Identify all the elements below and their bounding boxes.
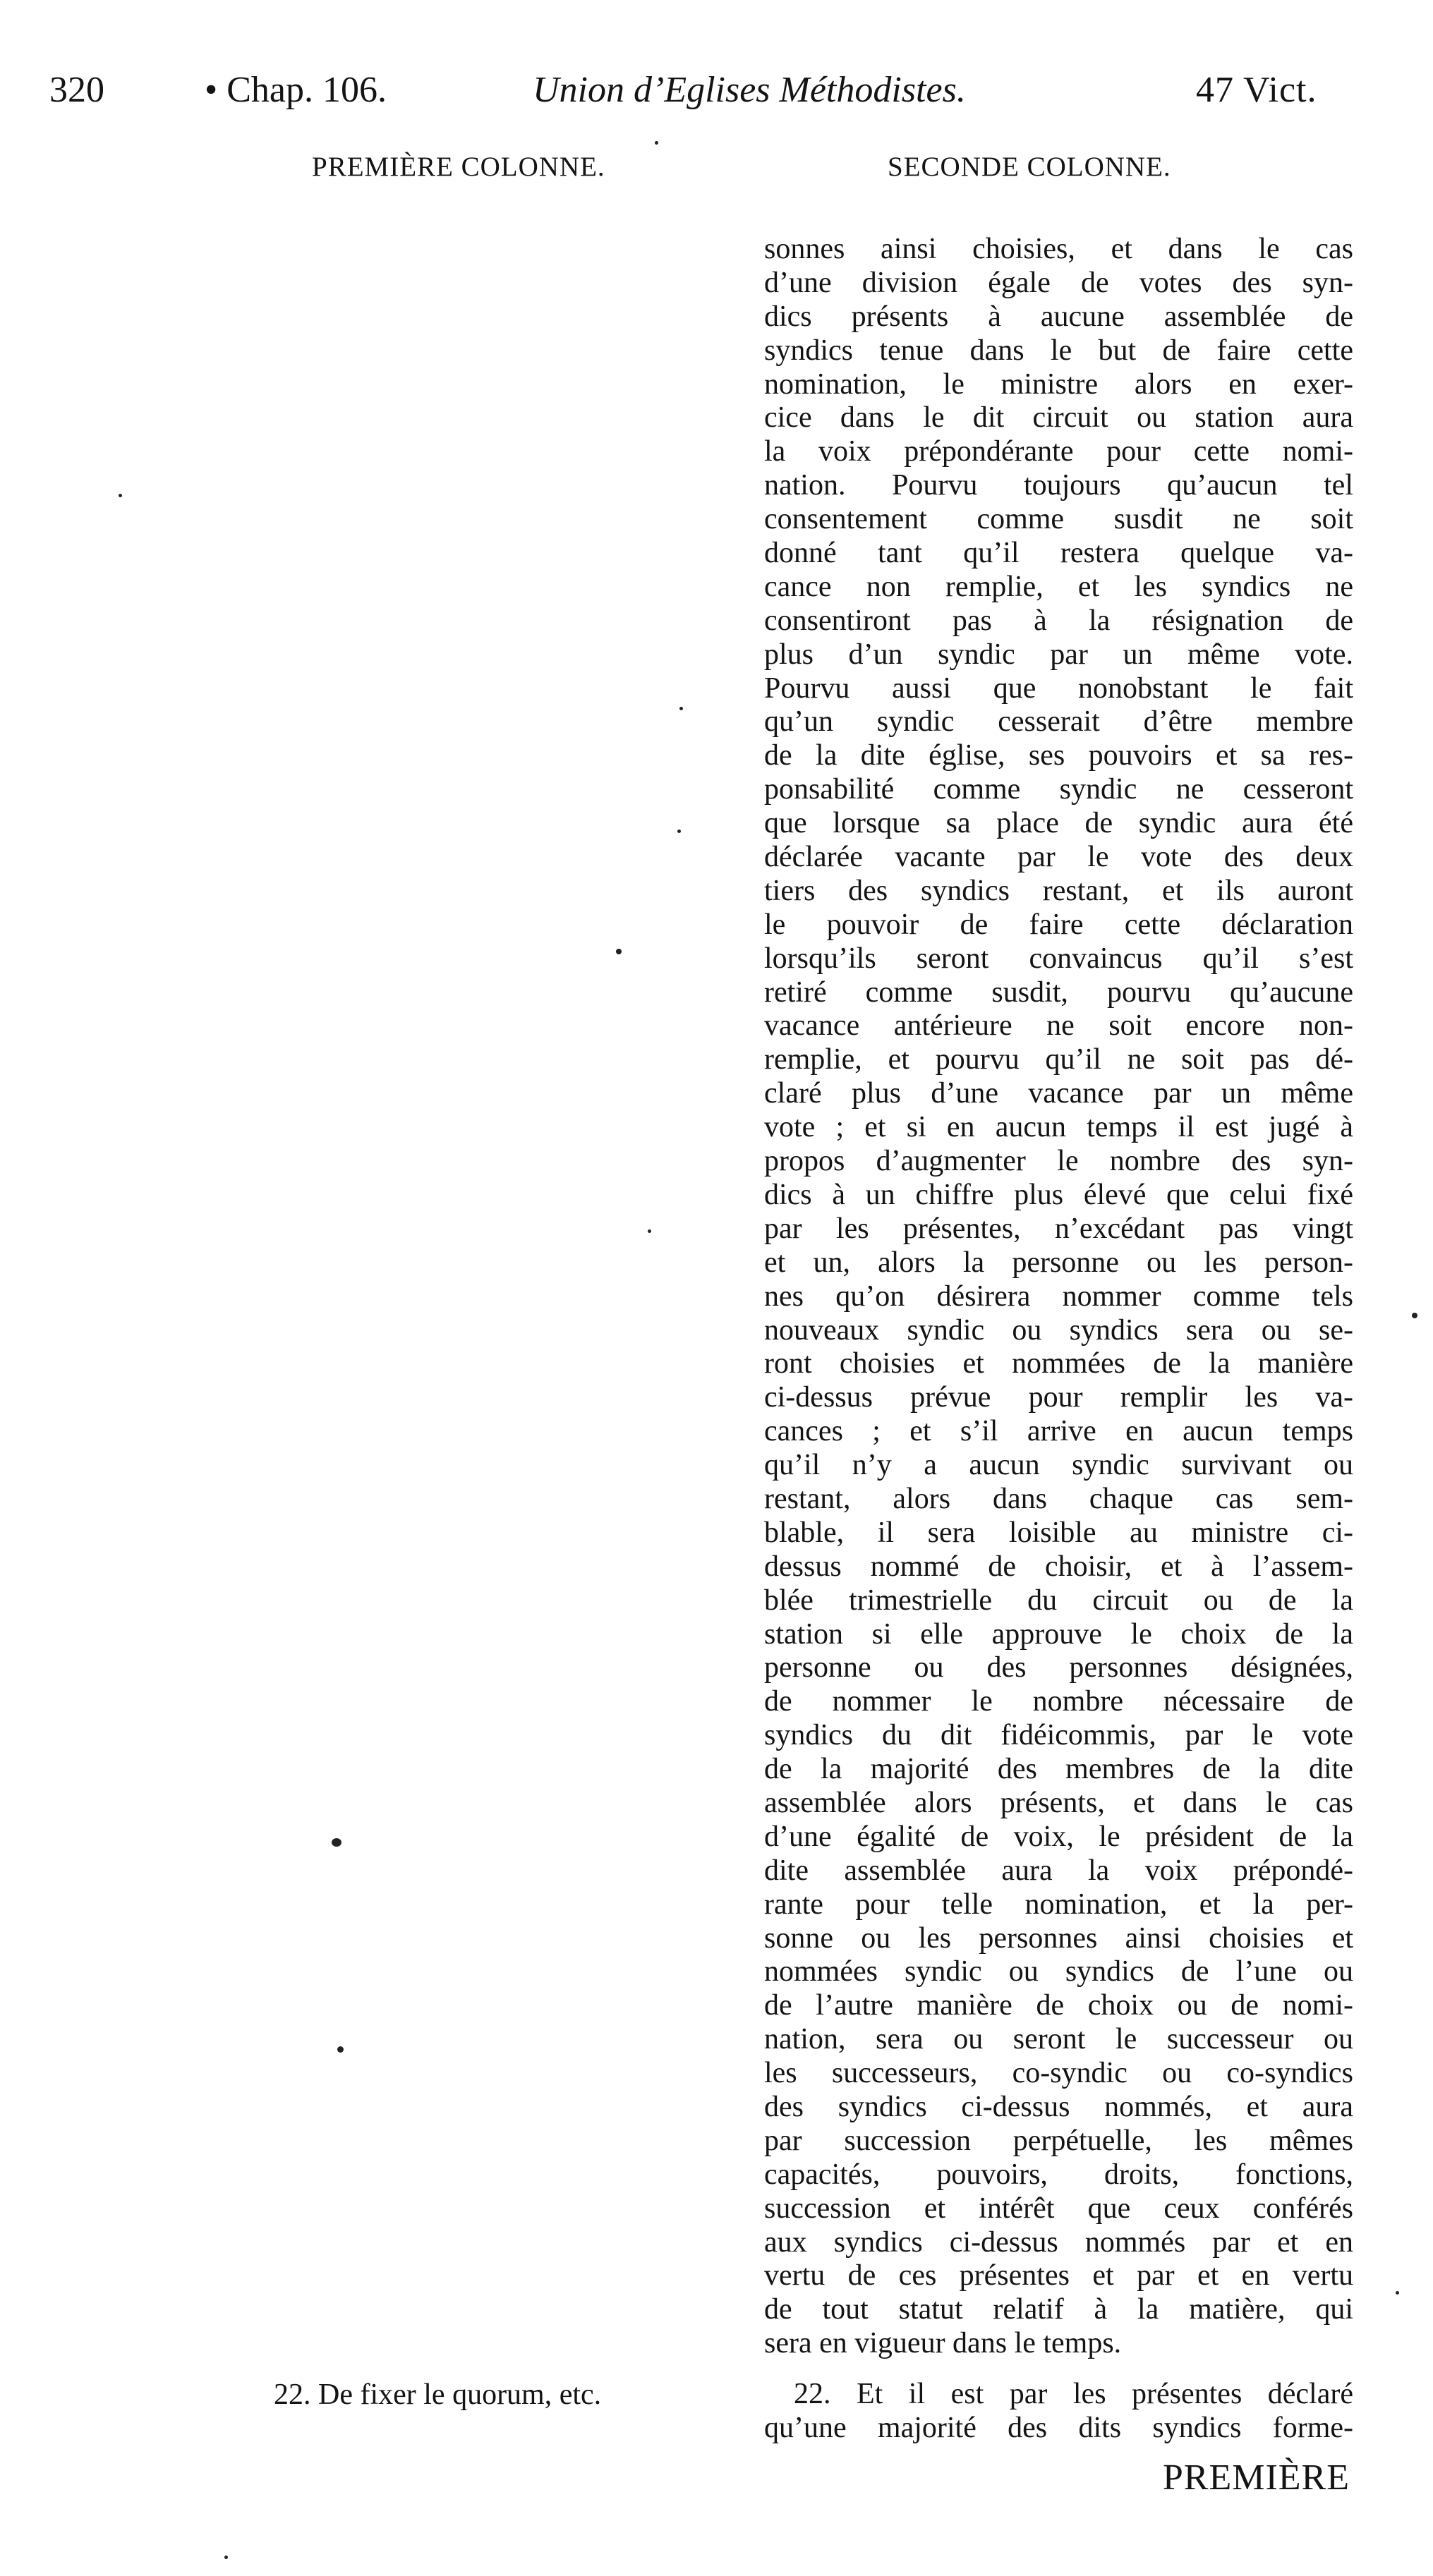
scan-speck <box>1396 2291 1399 2295</box>
chapter-reference: • Chap. 106. <box>205 70 387 110</box>
text-line: d’une égalité de voix, le président de la <box>764 1820 1353 1853</box>
text-line: de tout statut relatif à la matière, qui <box>764 2293 1353 2326</box>
text-line: des syndics ci-dessus nommés, et aura <box>764 2090 1353 2123</box>
text-line: nomination, le ministre alors en exer- <box>764 367 1353 401</box>
scan-speck <box>119 494 122 497</box>
text-line: 22. Et il est par les présentes déclaré <box>794 2378 1353 2410</box>
text-line: d’une division égale de votes des syn- <box>764 266 1353 299</box>
page-number: 320 <box>49 70 104 110</box>
text-line: nommées syndic ou syndics de l’une ou <box>764 1955 1353 1988</box>
text-line: le pouvoir de faire cette déclaration <box>764 908 1353 941</box>
regnal-year: 47 Vict. <box>1196 70 1317 110</box>
second-column-heading: SECONDE COLONNE. <box>888 152 1171 182</box>
scan-speck <box>1412 1313 1417 1318</box>
section-22-text <box>764 2378 1353 2446</box>
scan-speck <box>655 141 658 145</box>
scan-speck <box>224 2556 228 2559</box>
text-line: ci-dessus prévue pour remplir les va- <box>764 1381 1353 1414</box>
text-line: nation. Pourvu toujours qu’aucun tel <box>764 469 1353 502</box>
text-line: de l’autre manière de choix ou de nomi- <box>764 1989 1353 2022</box>
text-line: nouveaux syndic ou syndics sera ou se- <box>764 1313 1353 1347</box>
text-line: ponsabilité comme syndic ne cesseront <box>764 773 1353 806</box>
text-line: sera en vigueur dans le temps. <box>764 2327 1122 2360</box>
text-line: sonne ou les personnes ainsi choisies et <box>764 1921 1353 1955</box>
text-line: vote ; et si en aucun temps il est jugé à <box>764 1111 1353 1144</box>
text-line: plus d’un syndic par un même vote. <box>764 638 1353 671</box>
text-line: retiré comme susdit, pourvu qu’aucune <box>764 976 1353 1009</box>
text-line: dite assemblée aura la voix prépondé- <box>764 1854 1353 1887</box>
text-line: assemblée alors présents, et dans le cas <box>764 1786 1353 1819</box>
text-line: rante pour telle nomination, et la per- <box>764 1888 1353 1921</box>
text-line: de la majorité des membres de la dite <box>764 1753 1353 1786</box>
text-line: dessus nommé de choisir, et à l’assem- <box>764 1550 1353 1583</box>
text-line: de la dite église, ses pouvoirs et sa res- <box>764 739 1353 772</box>
text-line: claré plus d’une vacance par un même <box>764 1077 1353 1110</box>
text-line: de nommer le nombre nécessaire de <box>764 1685 1353 1718</box>
catchword: PREMIÈRE <box>1162 2457 1350 2498</box>
text-line: station si elle approuve le choix de la <box>764 1617 1353 1651</box>
text-line: par les présentes, n’excédant pas vingt <box>764 1212 1353 1245</box>
text-line: personne ou des personnes désignées, <box>764 1651 1353 1684</box>
text-line: tiers des syndics restant, et ils auront <box>764 874 1353 907</box>
text-line: blée trimestrielle du circuit ou de la <box>764 1584 1353 1617</box>
text-line: dics présents à aucune assemblée de <box>764 300 1353 333</box>
scan-speck <box>616 949 622 954</box>
text-line: et un, alors la personne ou les person- <box>764 1246 1353 1279</box>
text-line: sonnes ainsi choisies, et dans le cas <box>764 233 1353 265</box>
marginal-note: 22. De fixer le quorum, etc. <box>274 2378 602 2411</box>
text-line: blable, il sera loisible au ministre ci- <box>764 1516 1353 1549</box>
text-line: les successeurs, co-syndic ou co-syndics <box>764 2057 1353 2090</box>
second-column-body <box>764 233 1353 2361</box>
text-line: Pourvu aussi que nonobstant le fait <box>764 672 1353 705</box>
text-line: cice dans le dit circuit ou station aura <box>764 401 1353 435</box>
text-line: syndics tenue dans le but de faire cette <box>764 334 1353 367</box>
text-line: qu’une majorité des dits syndics forme- <box>764 2411 1353 2444</box>
scan-speck <box>337 2046 344 2053</box>
scan-speck <box>332 1838 341 1847</box>
text-line: capacités, pouvoirs, droits, fonctions, <box>764 2158 1353 2191</box>
text-line: qu’un syndic cesserait d’être membre <box>764 705 1353 739</box>
text-line: consentiront pas à la résignation de <box>764 604 1353 637</box>
text-line: par succession perpétuelle, les mêmes <box>764 2124 1353 2157</box>
text-line: que lorsque sa place de syndic aura été <box>764 807 1353 840</box>
text-line: ront choisies et nommées de la manière <box>764 1347 1353 1380</box>
text-line: propos d’augmenter le nombre des syn- <box>764 1145 1353 1178</box>
first-column-heading: PREMIÈRE COLONNE. <box>312 152 605 182</box>
text-line: qu’il n’y a aucun syndic survivant ou <box>764 1449 1353 1482</box>
text-line: lorsqu’ils seront convaincus qu’il s’est <box>764 942 1353 975</box>
text-line: cance non remplie, et les syndics ne <box>764 570 1353 603</box>
text-line: cances ; et s’il arrive en aucun temps <box>764 1415 1353 1448</box>
text-line: nation, sera ou seront le successeur ou <box>764 2023 1353 2056</box>
text-line: consentement comme susdit ne soit <box>764 503 1353 536</box>
text-line: vertu de ces présentes et par et en vertu <box>764 2259 1353 2292</box>
text-line: remplie, et pourvu qu’il ne soit pas dé- <box>764 1043 1353 1076</box>
text-line: vacance antérieure ne soit encore non- <box>764 1009 1353 1043</box>
text-line: restant, alors dans chaque cas sem- <box>764 1482 1353 1515</box>
scan-speck <box>679 707 683 710</box>
text-line: aux syndics ci-dessus nommés par et en <box>764 2225 1353 2259</box>
text-line: dics à un chiffre plus élevé que celui fixé <box>764 1178 1353 1211</box>
text-line: succession et intérêt que ceux conférés <box>764 2192 1353 2225</box>
text-line: syndics du dit fidéicommis, par le vote <box>764 1719 1353 1752</box>
text-line: donné tant qu’il restera quelque va- <box>764 537 1353 570</box>
scan-speck <box>648 1229 651 1233</box>
text-line: nes qu’on désirera nommer comme tels <box>764 1280 1353 1313</box>
scan-speck <box>677 830 681 833</box>
running-title: Union d’Eglises Méthodistes. <box>533 70 966 110</box>
text-line: la voix prépondérante pour cette nomi- <box>764 435 1353 468</box>
text-line: déclarée vacante par le vote des deux <box>764 841 1353 874</box>
